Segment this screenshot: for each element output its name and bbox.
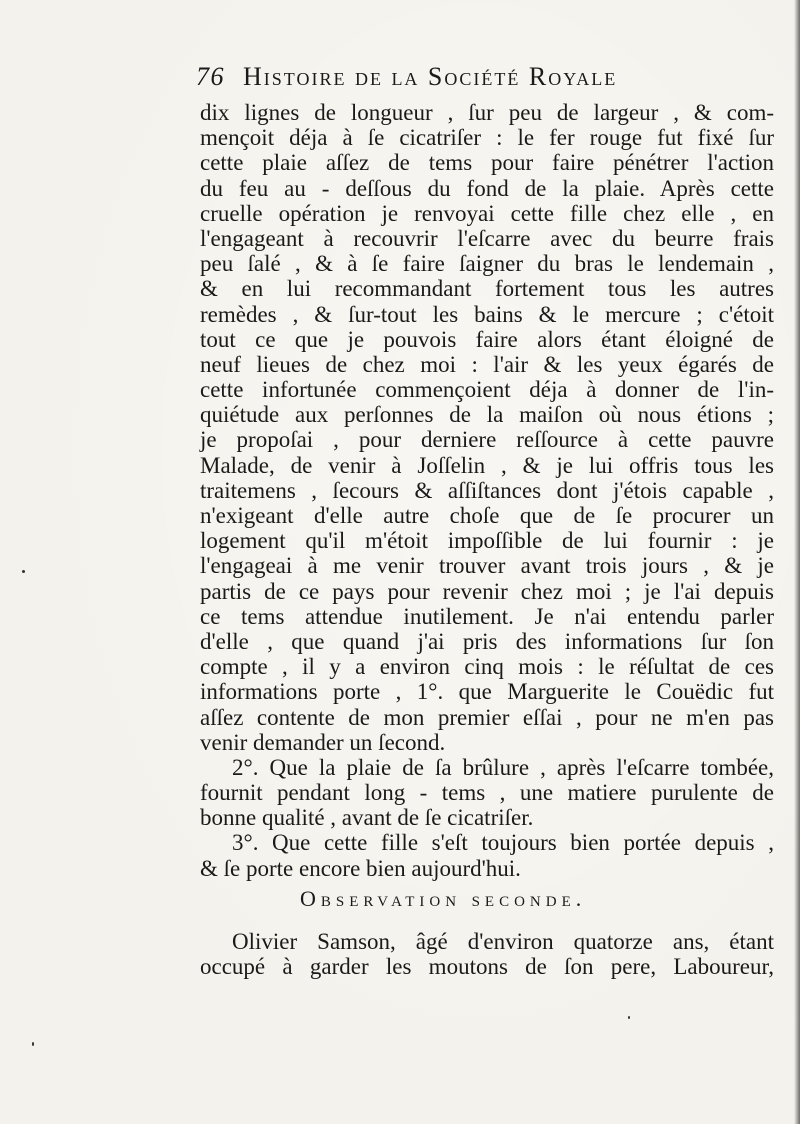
- text-line: ce tems attendue inutilement. Je n'ai entendu parler: [200, 603, 774, 629]
- text-line: & ſe porte encore bien aujourd'hui.: [200, 855, 521, 881]
- text-line: d'elle , que quand j'ai pris des informations ſur ſon: [200, 628, 774, 654]
- text-line: Malade, de venir à Joſſelin , & je lui offris tous les: [200, 452, 774, 478]
- text-line: remèdes , & ſur-tout les bains & le mercure ; c'étoit: [200, 301, 774, 327]
- text-line: l'engageant à recouvrir l'eſcarre avec du beurre frais: [200, 225, 774, 251]
- text-line: & en lui recommandant fortement tous les autres: [200, 276, 774, 302]
- ink-speck: [22, 570, 25, 573]
- running-title: Histoire de la Société Royale: [243, 62, 618, 91]
- text-line: traitemens , ſecours & aſſiſtances dont j'étois capable ,: [200, 477, 774, 503]
- text-line: quiétude aux perſonnes de la maiſon où nous étions ;: [200, 402, 774, 428]
- page-edge-shadow: [794, 0, 800, 1124]
- text-line: aſſez contente de mon premier eſſai , pour ne m'en pas: [200, 704, 774, 730]
- text-line: mençoit déja à ſe cicatriſer : le fer rouge fut fixé ſur: [200, 125, 774, 151]
- body-text: [200, 100, 774, 881]
- text-line: logement qu'il m'étoit impoſſible de lui fournir : je: [200, 528, 774, 554]
- text-line: dix lignes de longueur , ſur peu de largeur , & com-: [200, 100, 774, 125]
- text-line: l'engageai à me venir trouver avant trois jours , & je: [200, 553, 774, 579]
- page-number: 76: [196, 62, 225, 91]
- text-line: partis de ce pays pour revenir chez moi ; je l'ai depuis: [200, 578, 774, 604]
- text-line: bonne qualité , avant de ſe cicatriſer.: [200, 805, 534, 831]
- text-line: informations porte , 1°. que Marguerite le Couëdic fut: [200, 679, 774, 705]
- text-line: cette infortunée commençoient déja à donner de l'in-: [200, 377, 774, 403]
- text-line: n'exigeant d'elle autre choſe que de ſe procurer un: [200, 503, 774, 528]
- ink-speck: [628, 1016, 630, 1019]
- text-line: 2°. Que la plaie de ſa brûlure , après l'eſcarre tombée,: [232, 754, 774, 780]
- text-line: Olivier Samson, âgé d'environ quatorze ans, étant: [232, 929, 774, 954]
- paragraph-continuation: [200, 100, 774, 755]
- ink-speck: [32, 1042, 34, 1046]
- text-line: 3°. Que cette fille s'eſt toujours bien portée depuis ,: [232, 830, 774, 856]
- section-heading: Observation seconde.: [300, 886, 587, 911]
- text-line: peu ſalé , & à ſe faire ſaigner du bras le lendemain ,: [200, 251, 774, 277]
- text-line: neuf lieues de chez moi : l'air & les yeux égarés de: [200, 351, 774, 377]
- text-line: du feu au - deſſous du fond de la plaie. Après cette: [200, 175, 774, 201]
- body-text-second-observation: [200, 929, 774, 979]
- paragraph-third-point: [200, 830, 774, 880]
- text-line: tout ce que je pouvois faire alors étant éloigné de: [200, 326, 774, 352]
- page-header: [196, 62, 716, 96]
- text-line: fournit pendant long - tems , une matiere purulente de: [200, 780, 774, 806]
- text-line: cette plaie aſſez de tems pour faire pénétrer l'action: [200, 150, 774, 176]
- text-line: venir demander un ſecond.: [200, 729, 446, 755]
- text-line: cruelle opération je renvoyai cette fille chez elle , en: [200, 200, 774, 226]
- paragraph-second-point: [200, 755, 774, 831]
- text-line: compte , il y a environ cinq mois : le réſultat de ces: [200, 654, 774, 680]
- text-line: je propoſai , pour derniere reſſource à cette pauvre: [200, 427, 774, 453]
- text-line: occupé à garder les moutons de ſon pere, Laboureur,: [200, 954, 774, 980]
